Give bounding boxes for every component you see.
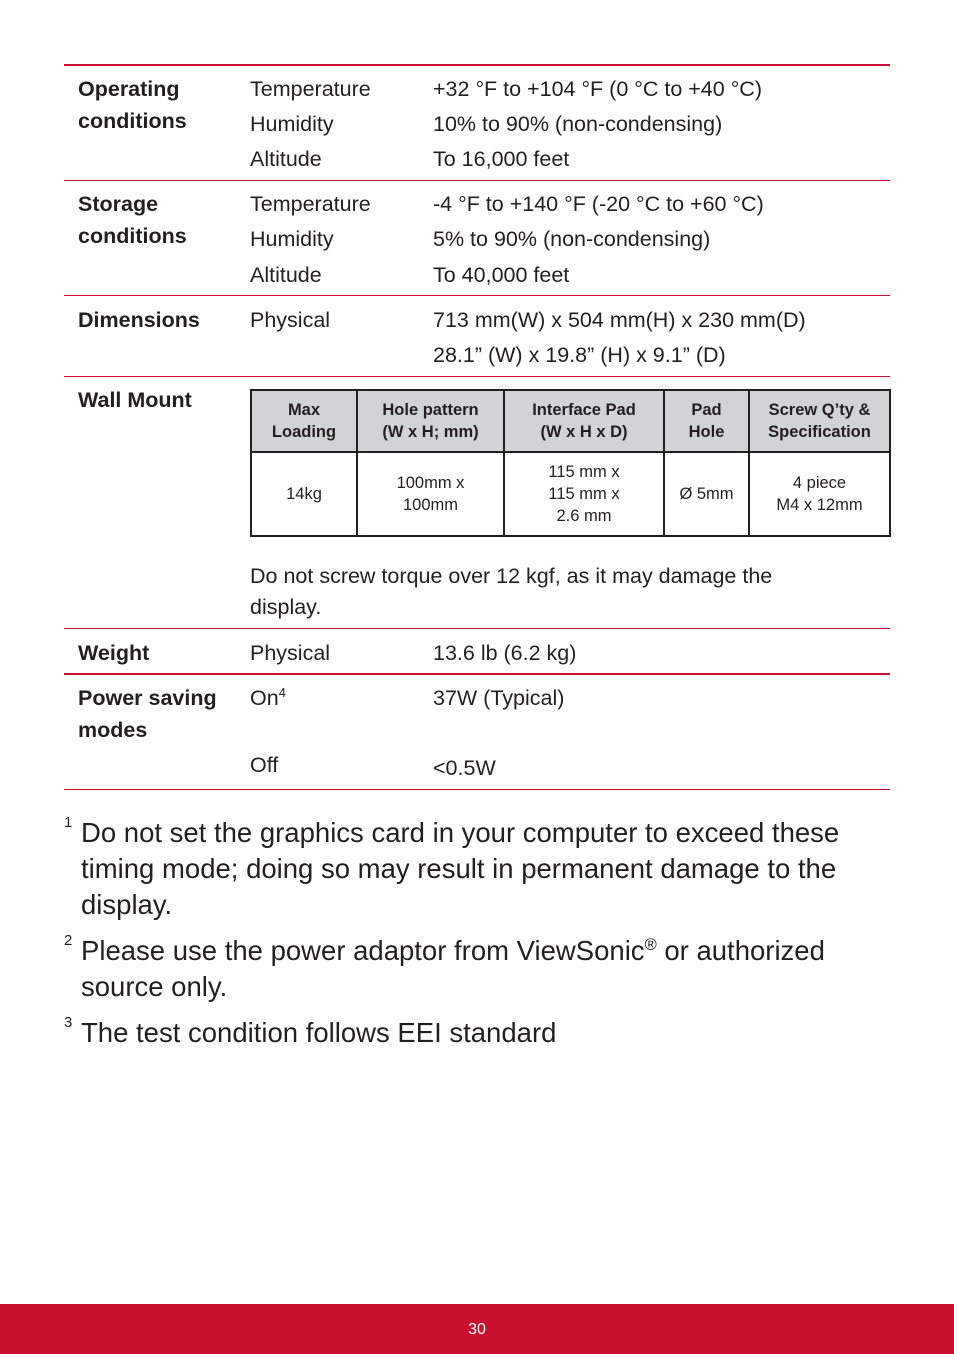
spec-value: -4 °F to +140 °F (-20 °C to +60 °C) (433, 192, 764, 216)
spec-value: To 16,000 feet (433, 147, 570, 171)
footnote-2: 2 Please use the power adaptor from ViewSonic® or authorized source only. (64, 933, 864, 1005)
spec-value: 10% to 90% (non-condensing) (433, 112, 723, 136)
footnote-number: 2 (64, 932, 73, 949)
row-divider (64, 180, 890, 181)
wall-mount-label: Wall Mount (78, 388, 192, 412)
table-cell: Ø 5mm (664, 452, 749, 536)
operating-conditions-label (78, 73, 187, 137)
spec-value: 713 mm(W) x 504 mm(H) x 230 mm(D) (433, 308, 806, 332)
column-header: Max Loading (251, 390, 357, 452)
weight-label: Weight (78, 641, 150, 665)
row-divider (64, 295, 890, 296)
table-cell: 14kg (251, 452, 357, 536)
column-header: Screw Q’ty & Specification (749, 390, 890, 452)
table-bottom-rule (64, 789, 890, 790)
table-top-rule (64, 64, 890, 66)
power-off-label: Off (250, 753, 279, 777)
spec-sub-label: Physical (250, 641, 331, 665)
label-line: Power saving (78, 686, 217, 710)
footnote-number: 3 (64, 1014, 73, 1031)
spec-value: +32 °F to +104 °F (0 °C to +40 °C) (433, 77, 762, 101)
page-number: 30 (468, 1321, 486, 1338)
table-row (251, 452, 890, 536)
label-line: Storage (78, 192, 159, 216)
spec-value: To 40,000 feet (433, 263, 570, 287)
footnote-1: 1 Do not set the graphics card in your computer to exceed these timing mode; doing so may result in permanent damage to the display. (64, 815, 864, 923)
footnote-number: 1 (64, 814, 73, 831)
spec-sub-label: Temperature (250, 192, 371, 216)
spec-value: 28.1” (W) x 19.8” (H) x 9.1” (D) (433, 343, 726, 367)
column-header: Interface Pad (W x H x D) (504, 390, 664, 452)
power-saving-label (78, 682, 217, 746)
row-divider (64, 628, 890, 629)
spec-sub-label: Physical (250, 308, 331, 332)
spec-sub-label: Altitude (250, 147, 322, 171)
column-header: Pad Hole (664, 390, 749, 452)
spec-sub-label: Altitude (250, 263, 322, 287)
wall-mount-table (250, 389, 891, 537)
spec-value: 5% to 90% (non-condensing) (433, 227, 711, 251)
storage-conditions-label (78, 188, 187, 252)
row-divider (64, 673, 890, 675)
table-cell: 4 piece M4 x 12mm (749, 452, 890, 536)
footnote-ref: 4 (278, 684, 286, 700)
row-divider (64, 376, 890, 377)
footnote-3: 3 The test condition follows EEI standard (64, 1015, 864, 1051)
spec-sub-label: Temperature (250, 77, 371, 101)
registered-mark: ® (644, 935, 657, 954)
spec-sub-label: Humidity (250, 227, 334, 251)
spec-value: 37W (Typical) (433, 686, 565, 710)
power-on-label: On$^4$ (250, 684, 286, 710)
wall-mount-note: Do not screw torque over 12 kgf, as it may damage the display. (250, 564, 773, 619)
label-line: modes (78, 718, 148, 742)
table-cell: 115 mm x 115 mm x 2.6 mm (504, 452, 664, 536)
dimensions-label: Dimensions (78, 308, 200, 332)
spec-value: 13.6 lb (6.2 kg) (433, 641, 577, 665)
table-cell: 100mm x 100mm (357, 452, 504, 536)
table-header-row (251, 390, 890, 452)
label-line: conditions (78, 224, 187, 248)
label-line: conditions (78, 109, 187, 133)
column-header: Hole pattern (W x H; mm) (357, 390, 504, 452)
label-line: Operating (78, 77, 180, 101)
page-footer-bar (0, 1304, 954, 1354)
spec-sub-label: Humidity (250, 112, 334, 136)
spec-value: <0.5W (433, 756, 496, 780)
